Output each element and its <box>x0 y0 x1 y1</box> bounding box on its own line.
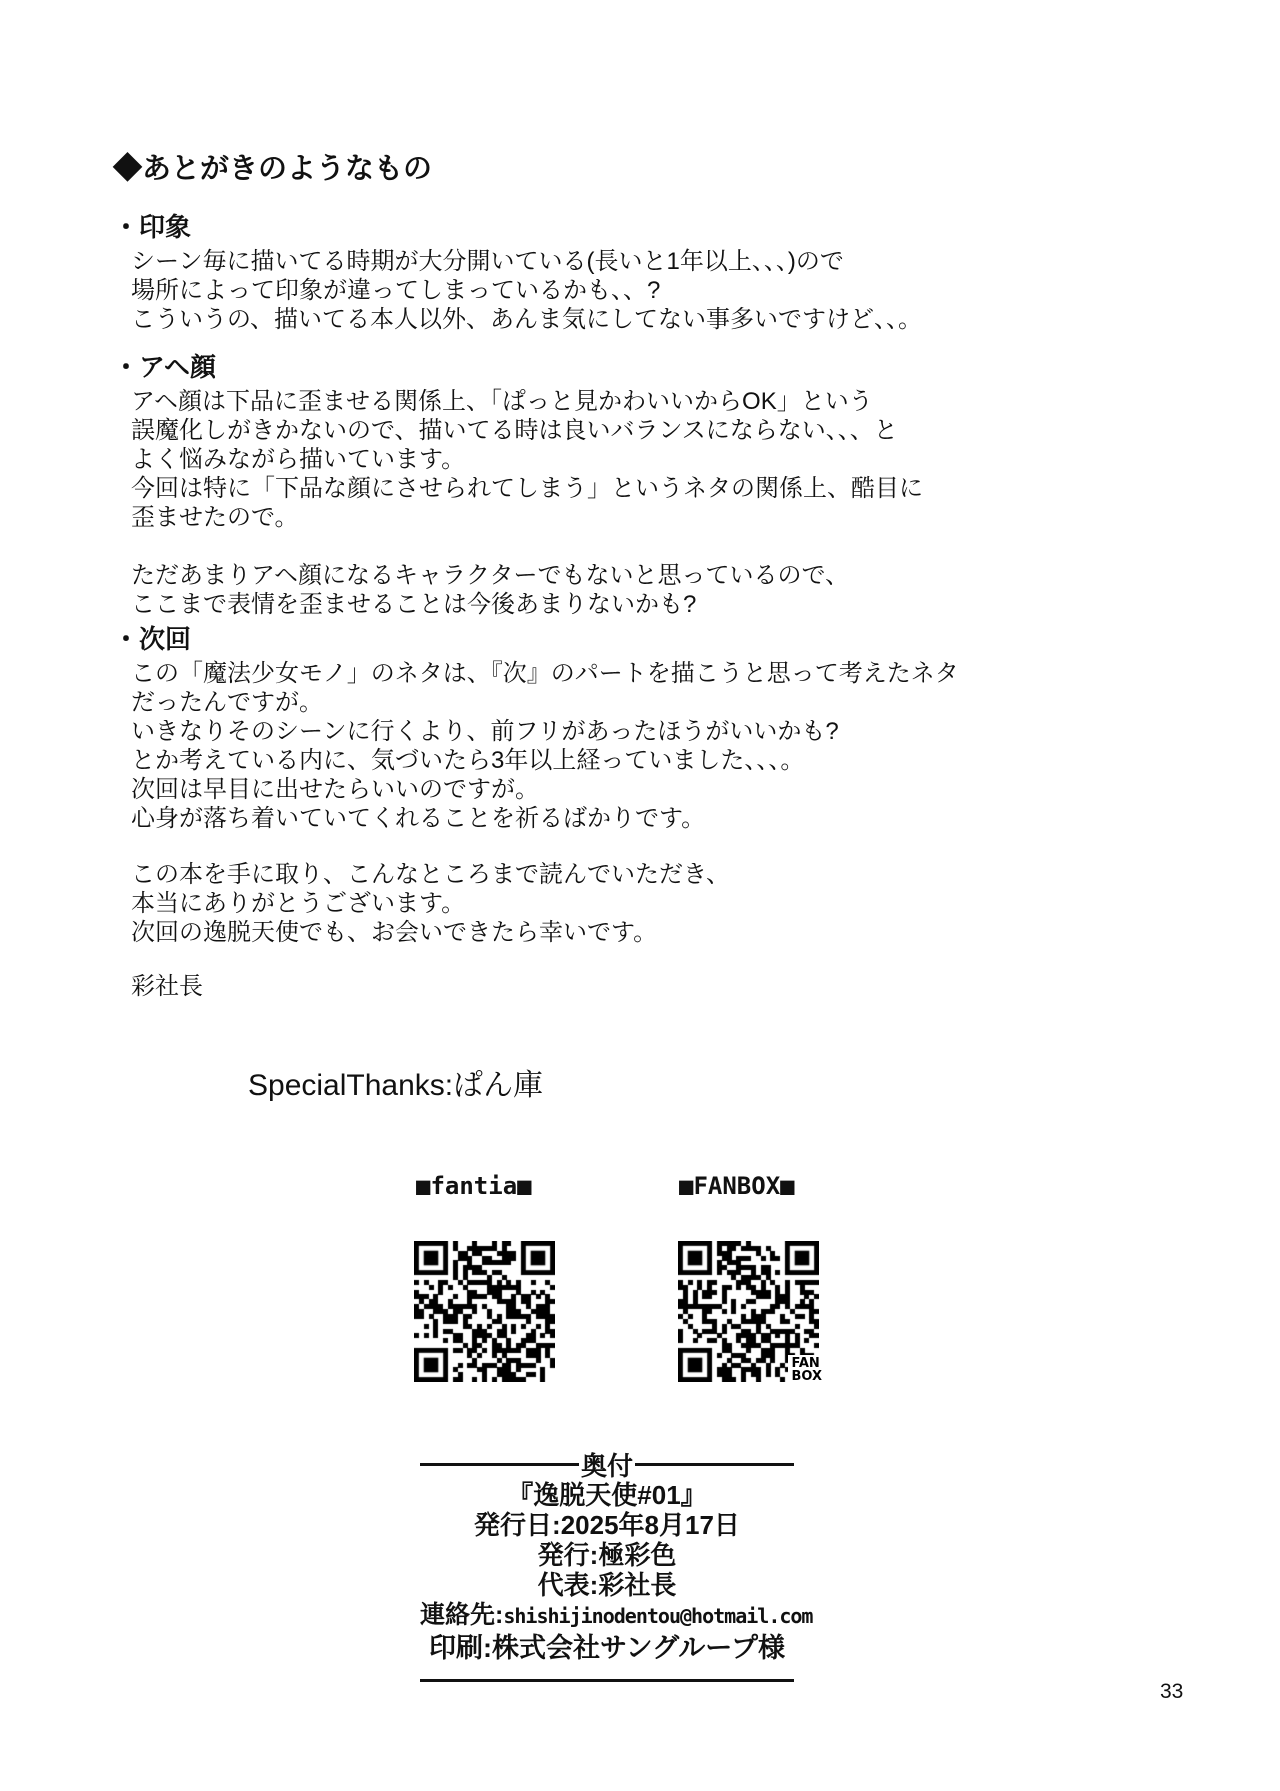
section-impression-heading: ・印象 <box>113 212 192 242</box>
body-line: こういうの、描いてる本人以外、あんま気にしてない事多いですけど、、。 <box>131 306 923 333</box>
fanbox-qr-code <box>678 1241 822 1384</box>
body-line: 今回は特に「下品な顔にさせられてしまう」というネタの関係上、酷目に <box>131 475 923 502</box>
body-line: ただあまりアヘ顔になるキャラクターでもないと思っているので、 <box>131 562 850 589</box>
colophon-header: 奥付 <box>581 1450 634 1481</box>
body-line: アヘ顔は下品に歪ませる関係上、「ぱっと見かわいいからOK」という <box>131 388 873 415</box>
body-line: ここまで表情を歪ませることは今後あまりないかも? <box>131 591 697 618</box>
colophon-book-title: 『逸脱天使#01』 <box>507 1480 707 1510</box>
closing-line: 本当にありがとうございます。 <box>131 890 466 917</box>
closing-message <box>113 860 730 947</box>
closing-line: この本を手に取り、こんなところまで読んでいただき、 <box>131 861 731 888</box>
fantia-qr-image <box>414 1241 555 1382</box>
section-ahegao-heading: ・アヘ顔 <box>113 352 216 382</box>
fantia-label: ■fantia■ <box>416 1172 532 1200</box>
body-line: 歪ませたので。 <box>131 504 299 531</box>
special-thanks: SpecialThanks:ぱん庫 <box>248 1069 544 1102</box>
section-impression <box>113 212 922 334</box>
body-line: 場所によって印象が違ってしまっているかも、、? <box>131 277 661 304</box>
colophon-contact-email: shishijinodentou@hotmail.com <box>503 1604 813 1628</box>
fanbox-label: ■FANBOX■ <box>679 1172 795 1200</box>
page-title: ◆あとがきのようなもの <box>113 153 433 185</box>
section-next-time-heading: ・次回 <box>113 624 192 654</box>
author-signature: 彩社長 <box>131 973 203 1000</box>
colophon-contact-label: 連絡先: <box>420 1601 504 1629</box>
colophon-contact <box>420 1600 813 1631</box>
body-line: だったんですが。 <box>131 689 323 716</box>
body-line: 次回は早目に出せたらいいのですが。 <box>131 776 539 803</box>
body-line: いきなりそのシーンに行くより、前フリがあったほうがいいかも? <box>131 718 839 745</box>
colophon-rule-left <box>420 1463 579 1466</box>
colophon-header-row <box>420 1448 794 1480</box>
closing-line: 次回の逸脱天使でも、お会いできたら幸いです。 <box>131 919 658 946</box>
colophon-publisher: 発行:極彩色 <box>537 1540 677 1570</box>
colophon-publish-date: 発行日:2025年8月17日 <box>474 1510 740 1540</box>
section-ahegao <box>113 352 923 619</box>
page-number: 33 <box>1160 1680 1184 1703</box>
colophon-bottom-rule <box>420 1679 794 1682</box>
fanbox-corner-line: FAN <box>791 1356 820 1371</box>
body-line: 誤魔化しがきかないので、描いてる時は良いバランスにならない、、、と <box>131 417 898 444</box>
colophon-rule-right <box>635 1463 794 1466</box>
body-line <box>113 532 923 561</box>
colophon <box>420 1448 813 1682</box>
body-line: よく悩みながら描いています。 <box>131 446 466 473</box>
section-next-time <box>113 624 959 833</box>
body-line: 心身が落ち着いていてくれることを祈るばかりです。 <box>131 805 706 832</box>
body-line: この「魔法少女モノ」のネタは、『次』のパートを描こうと思って考えたネタ <box>131 660 959 687</box>
fanbox-corner-line: BOX <box>791 1369 822 1384</box>
body-line: とか考えている内に、気づいたら3年以上経っていました、、、。 <box>131 747 805 774</box>
fantia-qr-code <box>414 1241 555 1382</box>
colophon-printer: 印刷:株式会社サングループ様 <box>429 1633 785 1663</box>
colophon-representative: 代表:彩社長 <box>537 1570 677 1600</box>
fanbox-corner-logo <box>788 1355 823 1384</box>
body-line: シーン毎に描いてる時期が大分開いている(長いと1年以上、、、)ので <box>131 248 844 275</box>
